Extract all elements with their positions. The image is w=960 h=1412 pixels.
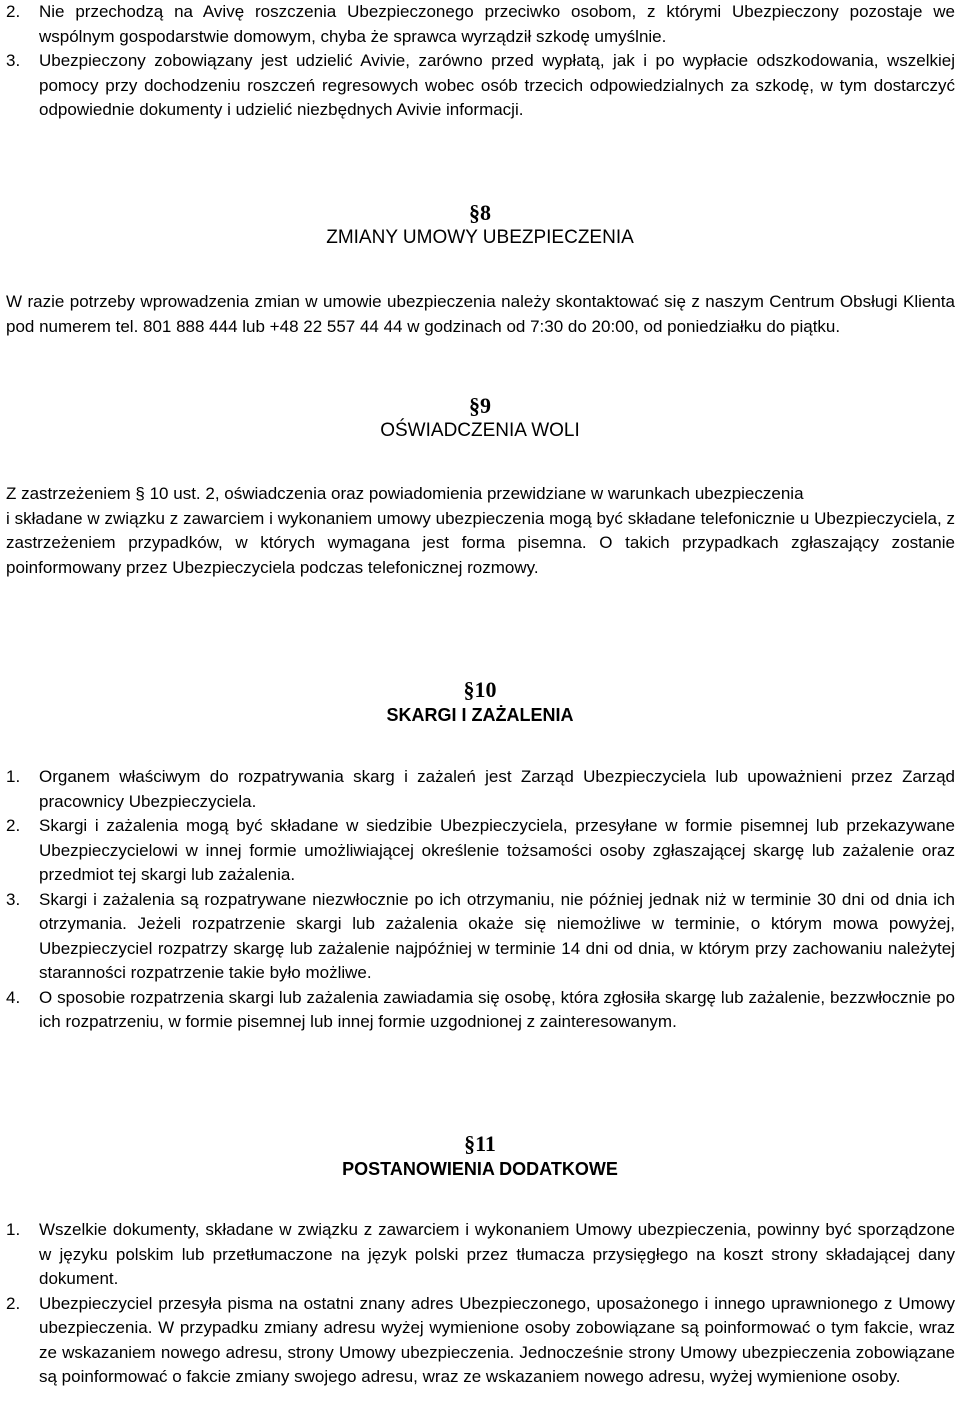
list-item: [0, 765, 960, 814]
list-text: Wszelkie dokumenty, składane w związku z zawarciem i wykonaniem Umowy ubezpieczenia, powinny być sporządzone w języku polskim lub przetłumaczone na język polski przez tłumacza przysięgłego na koszt strony składającej dany dokument.: [39, 1220, 955, 1288]
section-8-body: [0, 290, 960, 339]
list-text: Nie przechodzą na Avivę roszczenia Ubezpieczonego przeciwko osobom, z którymi Ubezpieczony pozostaje we wspólnym gospodarstwie domowym, chyba że sprawca wyrządził szkodę umyślnie.: [39, 2, 955, 46]
list-text: Ubezpieczony zobowiązany jest udzielić Avivie, zarówno przed wypłatą, jak i po wypłacie odszkodowania, wszelkiej pomocy przy dochodzeniu roszczeń regresowych wobec osób trzecich odpowiedzialnych za szkodę, w tym dostarczyć odpowiednie dokumenty i udzielić niezbędnych Avivie informacji.: [39, 51, 955, 119]
section-number: §9: [469, 393, 491, 418]
list-number: 4.: [6, 987, 21, 1007]
list-item: [0, 0, 960, 49]
section-8-heading: [0, 200, 960, 250]
list-item: [0, 888, 960, 986]
list-number: 2.: [6, 816, 21, 835]
list-text: Skargi i zażalenia są rozpatrywane niezwłocznie po ich otrzymaniu, nie później jednak niż w terminie 30 dni od dnia ich otrzymania. Jeżeli rozpatrzenie skargi lub zażalenia okaże się niemożliwe w terminie, o którym mowa powyżej, Ubezpieczyciel rozpatrzy skargę lub zażalenie najpóźniej w terminie 14 dni od dnia, w którym przy zachowaniu należytej staranności rozpatrzenie takie było możliwe.: [39, 889, 955, 982]
list-number: 2.: [6, 1293, 21, 1313]
list-number: 1.: [6, 767, 21, 786]
list-text: Ubezpieczyciel przesyła pisma na ostatni znany adres Ubezpieczonego, uposażonego i innego uprawnionego z Umowy ubezpieczenia. W przypadku zmiany adresu wyżej wymienione osoby zobowiązane są poinformować o tym fakcie, wraz ze wskazaniem nowego adresu, strony Umowy ubezpieczenia. Jednocześnie strony Umowy ubezpieczenia zobowiązane są poinformować o fakcie zmiany swojego adresu, wraz ze wskazaniem nowego adresu, wyżej wymienione osoby.: [39, 1293, 955, 1386]
section-11-heading: [0, 1131, 960, 1181]
section-9-heading: [0, 393, 960, 443]
list-text: Skargi i zażalenia mogą być składane w siedzibie Ubezpieczyciela, przesyłane w formie pisemnej lub przekazywane Ubezpieczycielowi w innej formie umożliwiającej określenie tożsamości osoby zgłaszającej skargę lub zażalenie oraz przedmiot tej skargi lub zażalenia.: [39, 816, 955, 884]
section-title: OŚWIADCZENIA WOLI: [380, 420, 580, 441]
list-number: 3.: [6, 51, 21, 70]
section-number: §8: [469, 200, 491, 225]
list-item: [0, 1218, 960, 1292]
section-title: ZMIANY UMOWY UBEZPIECZENIA: [326, 227, 634, 248]
list-number: 3.: [6, 889, 21, 909]
paragraph: W razie potrzeby wprowadzenia zmian w umowie ubezpieczenia należy skontaktować się z naszym Centrum Obsługi Klienta pod numerem tel. 801 888 444 lub +48 22 557 44 44 w godzinach od 7:30 do 20:00, od poniedziałku do piątku.: [6, 292, 955, 336]
list-item: [0, 814, 960, 888]
section-9-body: [0, 482, 960, 580]
list-text: Organem właściwym do rozpatrywania skarg i zażaleń jest Zarząd Ubezpieczyciela lub upoważnieni przez Zarząd pracownicy Ubezpieczyciela.: [39, 767, 955, 811]
section-title: SKARGI I ZAŻALENIA: [386, 705, 574, 725]
section-10-list: [0, 765, 960, 1035]
list-number: 2.: [6, 2, 21, 21]
paragraph: Z zastrzeżeniem § 10 ust. 2, oświadczenia oraz powiadomienia przewidziane w warunkach ubezpieczenia: [6, 484, 804, 503]
list-number: 1.: [6, 1220, 21, 1239]
list-item: [0, 986, 960, 1035]
section-title: POSTANOWIENIA DODATKOWE: [342, 1159, 618, 1179]
list-item: [0, 1292, 960, 1390]
previous-section-list: [0, 0, 960, 123]
list-item: [0, 49, 960, 123]
section-10-heading: [0, 677, 960, 727]
section-11-list: [0, 1218, 960, 1390]
paragraph: i składane w związku z zawarciem i wykonaniem umowy ubezpieczenia mogą być składane telefonicznie u Ubezpieczyciela, z zastrzeżeniem przypadków, w których wymagana jest forma pisemna. O takich przypadkach zgłaszający zostanie poinformowany przez Ubezpieczyciela podczas telefonicznej rozmowy.: [6, 508, 955, 577]
section-number: §10: [463, 677, 497, 702]
section-number: §11: [464, 1131, 496, 1156]
list-text: O sposobie rozpatrzenia skargi lub zażalenia zawiadamia się osobę, która zgłosiła skargę lub zażalenie, bezzwłocznie po ich rozpatrzeniu, w formie pisemnej lub innej formie uzgodnionej z zainteresowanym.: [39, 987, 955, 1031]
